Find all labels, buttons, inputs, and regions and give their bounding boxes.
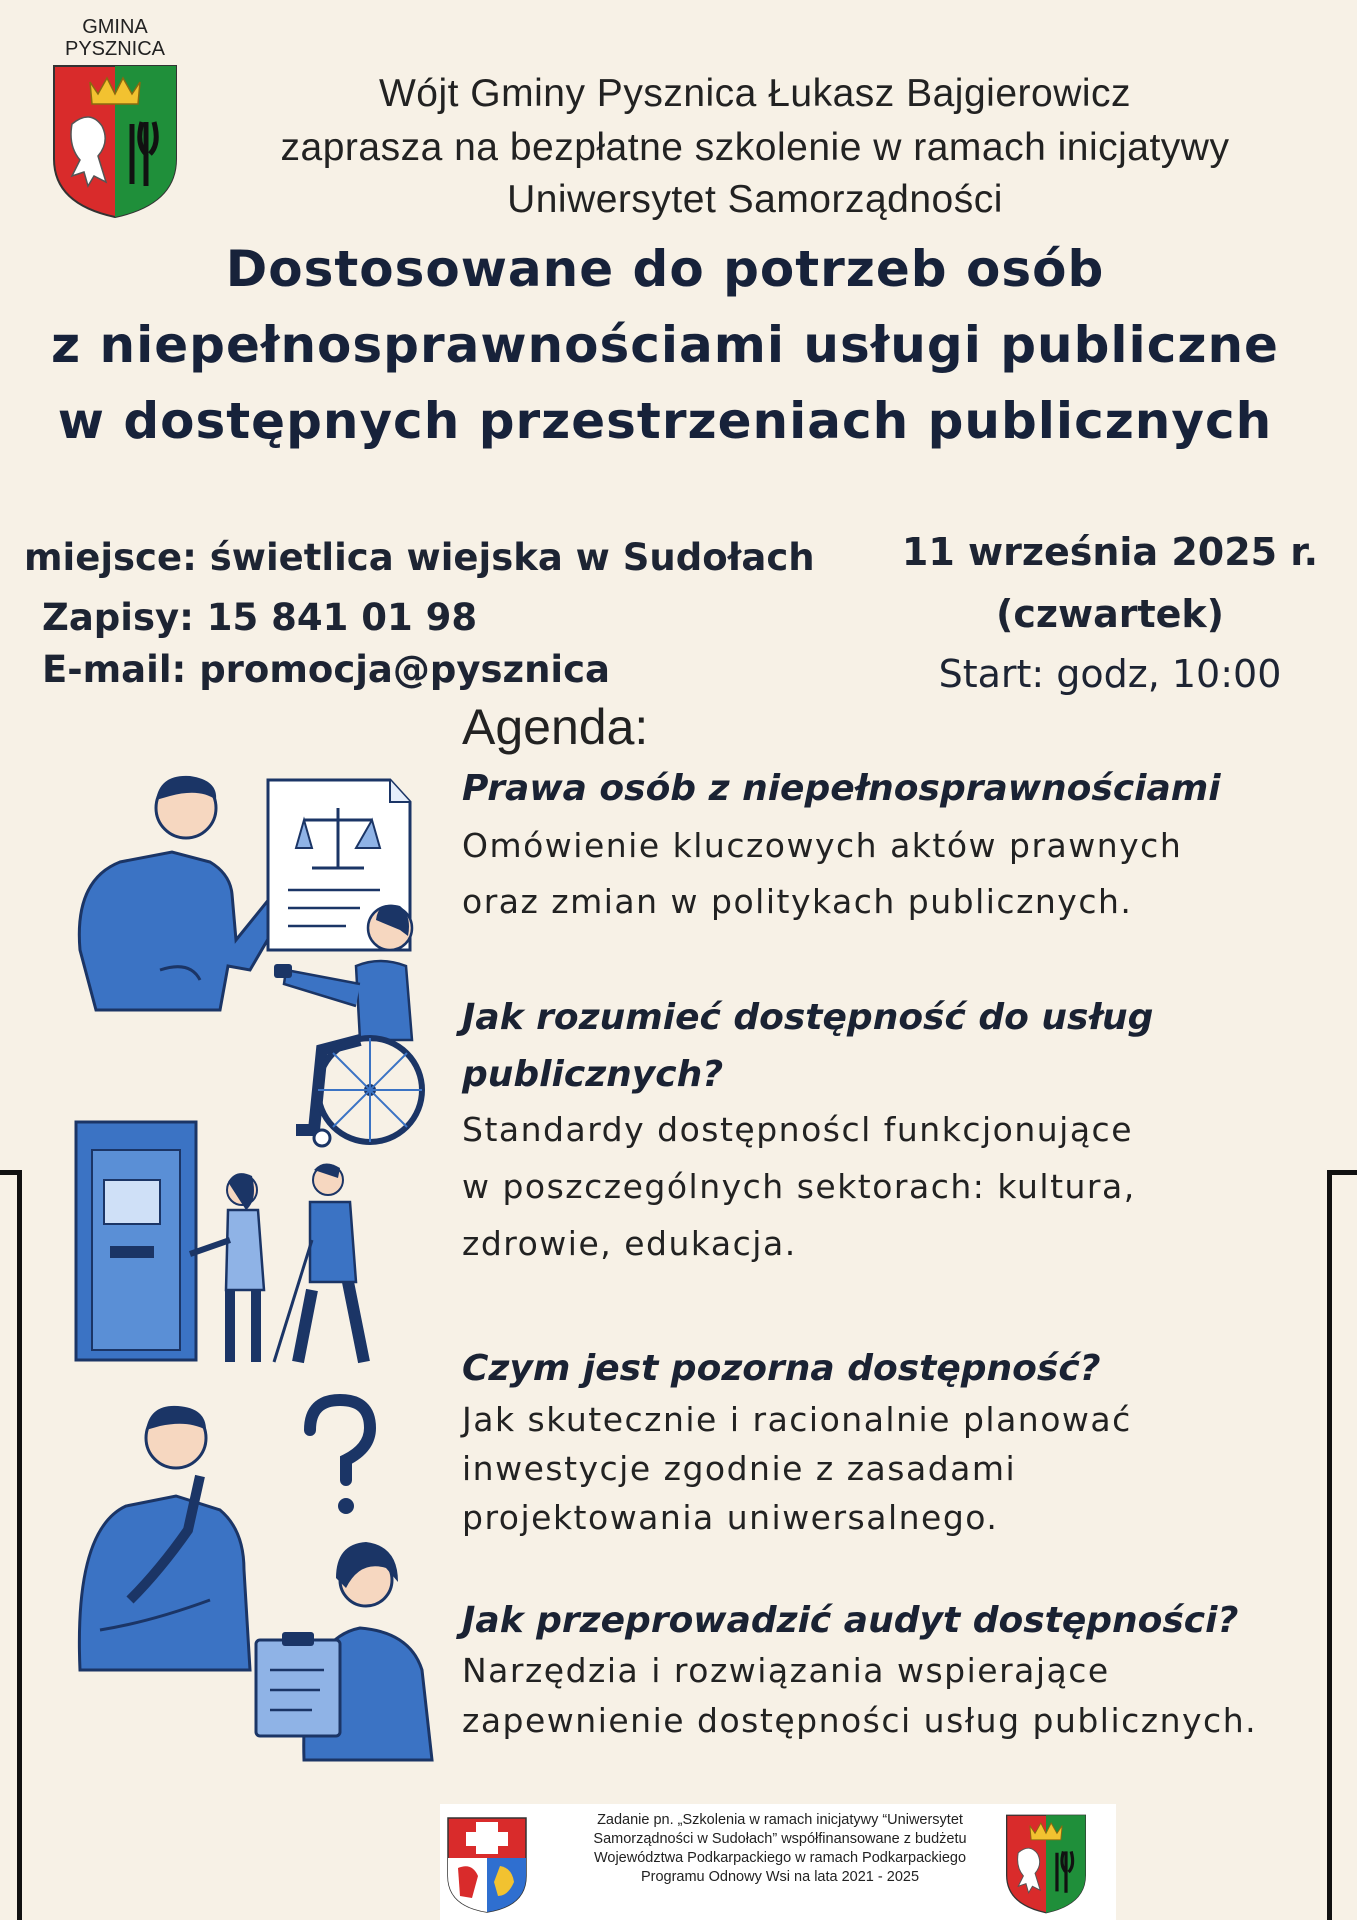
header-line1: Wójt Gminy Pysznica Łukasz Bajgierowicz [378,72,1132,115]
question-mark-icon [310,1400,370,1514]
crest-label-line2: PYSZNICA [64,38,166,60]
agenda-item-2-body-line1: Standardy dostępnoścl funkcjonujące [462,1110,1133,1149]
gmina-pysznica-crest [50,64,180,219]
agenda-item-4-body-line2: zapewnienie dostępności usług publicznych. [462,1701,1258,1740]
agenda-item-3-body-line2: inwestycje zgodnie z zasadami [462,1449,1017,1488]
crest-label-line1: GMINA [82,16,148,38]
agenda-item-2-heading-line2: publicznych? [462,1054,724,1095]
event-place: miejsce: świetlica wiejska w Sudołach [24,536,815,579]
header-line3: Uniwersytet Samorządności [507,178,1003,221]
woman-with-clipboard-illustration [256,1542,432,1760]
illustration-panel [60,770,450,1770]
title-line1: Dostosowane do potrzeb osób [225,240,1105,298]
event-weekday: (czwartek) [995,592,1225,636]
footer-text [540,1811,1020,1887]
agenda-item-2-heading-line1: Jak rozumieć dostępność do usług [462,997,1154,1038]
woman-at-atm-illustration [190,1173,264,1362]
footer-line1: Zadanie pn. „Szkolenia w ramach inicjatywy “Uniwersytet [597,1812,963,1828]
agenda-item-4-body-line1: Narzędzia i rozwiązania wspierające [462,1651,1110,1690]
agenda-item-3-body-line3: projektowania uniwersalnego. [462,1498,999,1537]
atm-illustration [76,1122,196,1360]
man-with-cane-illustration [274,1163,364,1362]
agenda-item-1-heading: Prawa osób z niepełnosprawnościami [462,768,1221,809]
agenda-item-4-heading: Jak przeprowadzić audyt dostępności? [462,1600,1239,1641]
agenda-item-1-body-line1: Omówienie kluczowych aktów prawnych [462,826,1183,865]
agenda-item-2-body-line3: zdrowie, edukacja. [462,1224,797,1263]
agenda-item-3-body-line1: Jak skutecznie i racionalnie planować [462,1400,1132,1439]
title-line3: w dostępnych przestrzeniach publicznych [57,392,1273,450]
event-signup: Zapisy: 15 841 01 98 [42,596,478,639]
agenda-item-3-heading: Czym jest pozorna dostępność? [462,1348,1101,1389]
agenda-item-1-body-line2: oraz zmian w politykach publicznych. [462,882,1133,921]
footer-line2: Samorządności w Sudołach” współfinansowane z budżetu [593,1831,967,1847]
header-line2: zaprasza na bezpłatne szkolenie w ramach inicjatywy [280,126,1230,169]
footer-line3: Województwa Podkarpackiego w ramach Podkarpackiego [593,1850,967,1866]
frame-right-border [1327,1170,1357,1920]
agenda-title: Agenda: [462,699,649,755]
event-email: E-mail: promocja@pysznica [42,648,610,691]
frame-left-border [0,1170,22,1920]
event-start: Start: godz, 10:00 [938,652,1282,696]
event-date: 11 września 2025 r. [901,530,1319,574]
footer-gmina-crest [1004,1814,1088,1914]
agenda-item-2-body-line2: w poszczególnych sektorach: kultura, [462,1167,1136,1206]
thinking-man-illustration [79,1406,250,1670]
footer-line4: Programu Odnowy Wsi na lata 2021 - 2025 [640,1869,920,1885]
crest-label [50,16,180,60]
title-line2: z niepełnosprawnościami usługi publiczne [51,316,1279,374]
podkarpackie-crest [446,1816,528,1914]
